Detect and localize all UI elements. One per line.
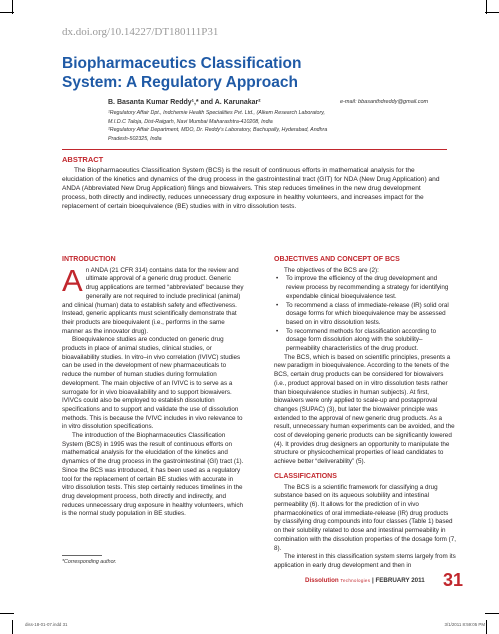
left-column: [62, 256, 244, 519]
classifications-paragraph-1: The BCS is a scientific framework for classifying a drug substance based on its aqueous solubility and intestinal permeability (6). It allows for the prediction of in vivo pharmacokinetics of oral immediate-release (IR) drug products by classifying drug compounds into four classes (Table 1) based on their solubility related to dose and intestinal permeability in combination with the dissolution properties of the dosage form (7, 8).: [274, 483, 457, 552]
crop-mark: [486, 620, 487, 634]
author-email[interactable]: e-mail: bbasanthdreddy@gmail.com: [340, 99, 429, 105]
drop-cap: A: [62, 262, 83, 298]
objective-bullet: • To recommend methods for classification according to dosage form dissolution along with the solubility–permeability characteristics of the drug product.: [274, 328, 456, 354]
crop-mark: [485, 12, 499, 13]
affiliation-line: ¹Regulatory Affair Dpt., Indchemie Health Specialities Pvt. Ltd., (Alkem Research Laboratory,: [108, 110, 325, 116]
crop-mark: [486, 0, 487, 14]
header-divider: [62, 149, 447, 150]
slug-timestamp: 3/1/2011 8:59:05 PM: [444, 622, 485, 627]
objectives-lead: The objectives of the BCS are (2):: [284, 266, 379, 274]
intro-paragraph-2: Bioequivalence studies are conducted on generic drug products in place of animal studies, clinical studies, or bioavailability studies. In vitro–in vivo correlation (IVIVC) studies can be used in the development of new pharmaceuticals to reduce the number of human studies during formulation development. The main objective of an IVIVC is to serve as a surrogate for in vivo bioavailability and to support biowaivers. IVIVCs could also be employed to establish dissolution specifications and to support and validate the use of dissolution methods. This is because the IVIVC includes in vivo relevance to in vitro dissolution specifications.: [62, 336, 243, 431]
objective-bullet: • To improve the efficiency of the drug development and review process by recommending a strategy for identifying expendable clinical bioequivalence test.: [274, 275, 456, 301]
intro-paragraph-1: [62, 262, 244, 337]
journal-brand-tech: Technologies: [340, 578, 371, 583]
affiliation-line: ²Regulatory Affair Department, MDO, Dr. Reddy's Laboratory, Bachupally, Hyderabad, Andhra: [108, 127, 328, 134]
objectives-paragraph: The BCS, which is based on scientific principles, presents a new paradigm in bioequivalence. According to the tenets of the BCS, certain drug products can be considered for biowaivers (i.e., product approval based on in vitro dissolution tests rather than bioequivalence studies in human subjects). At first, biowaivers were only applied to scale-up and postapproval changes (SUPAC) (3), but later the biowaiver principle was extended to the approval of new generic drug products. As a result, unnecessary human experiments can be avoided, and the cost of developing generic products can be significantly lowered (4). It provides drug designers an opportunity to manipulate the structure or physicochemical properties of lead candidates to achieve better “deliverability” (5).: [274, 353, 455, 466]
issue-date: | FEBRUARY 2011: [372, 577, 425, 584]
affiliation-line: Pradesh-502325, India: [108, 135, 162, 142]
journal-footer: [305, 577, 425, 584]
page-number: 31: [443, 570, 464, 590]
print-slug: [25, 622, 485, 627]
objective-bullet: • To recommend a class of immediate-release (IR) solid oral dosage forms for which bioequivalence may be assessed based on in vitro dissolution tests.: [274, 302, 456, 328]
crop-mark: [12, 0, 13, 14]
classifications-paragraph-2: The interest in this classification system stems largely from its application in early drug development and then in: [274, 553, 456, 569]
objectives-heading: OBJECTIVES AND CONCEPT OF BCS: [274, 256, 400, 263]
doi-link[interactable]: dx.doi.org/10.14227/DT180111P31: [62, 26, 219, 38]
abstract-heading: ABSTRACT: [62, 155, 104, 164]
slug-file: diss-18-01-07.indd 31: [25, 622, 68, 627]
article-title: Biopharmaceutics Classification System: A Regulatory Approach: [62, 55, 302, 91]
footnote-divider: [62, 555, 102, 556]
affiliations: [108, 109, 408, 143]
right-column: [274, 256, 456, 571]
introduction-heading: INTRODUCTION: [62, 256, 116, 263]
crop-mark: [485, 613, 499, 614]
classifications-heading: CLASSIFICATIONS: [274, 472, 337, 480]
crop-mark: [12, 620, 13, 634]
journal-brand: Dissolution: [305, 577, 339, 584]
affiliation-line: M.I.D.C Taloja, Dist-Raigarh, Navi Mumbai Maharashtra-410208, India: [108, 118, 273, 125]
footnote: *Corresponding author.: [62, 559, 117, 565]
author-line: B. Basanta Kumar Reddy¹,* and A. Karunakar²: [108, 99, 261, 106]
intro-paragraph-3: The introduction of the Biopharmaceutics Classification System (BCS) in 1995 was the result of continuous efforts on mathematical analysis for the elucidation of the kinetics and dynamics of the drug process in the gastrointestinal (GI) tract (1). Since the BCS was introduced, it has been used as a regulatory tool for the replacement of certain BE studies with accurate in vitro dissolution tests. This step certainly reduces timelines in the drug development process, both directly and indirectly, and reduces unnecessary drug exposure in healthy volunteers, which is the normal study population in BE studies.: [62, 432, 244, 518]
abstract-text: The Biopharmaceutics Classification System (BCS) is the result of continuous efforts in mathematical analysis for the elucidation of the kinetics and dynamics of the drug process in the gastrointestinal tract (GIT) for NDA (New Drug Application) and ANDA (Abbreviated New Drug Application) filings and biowaivers. This step reduces timelines in the new drug development process, both directly and indirectly, reduces unnecessary drug exposure in healthy volunteers, and increases impact for the replacement of certain bioequivalence (BE) studies with in vitro dissolution tests.: [62, 167, 440, 210]
crop-mark: [0, 613, 14, 614]
intro-paragraph-1-text: n ANDA (21 CFR 314) contains data for the review and ultimate approval of a generic drug product. Generic drug applications are termed “abbreviated” because they generally are not required to include preclinical (animal) and clinical (human) data to establish safety and effectiveness. Instead, generic applicants must scientifically demonstrate that their products are bioequivalent (i.e., performs in the same manner as the innovator drug).: [62, 266, 244, 335]
